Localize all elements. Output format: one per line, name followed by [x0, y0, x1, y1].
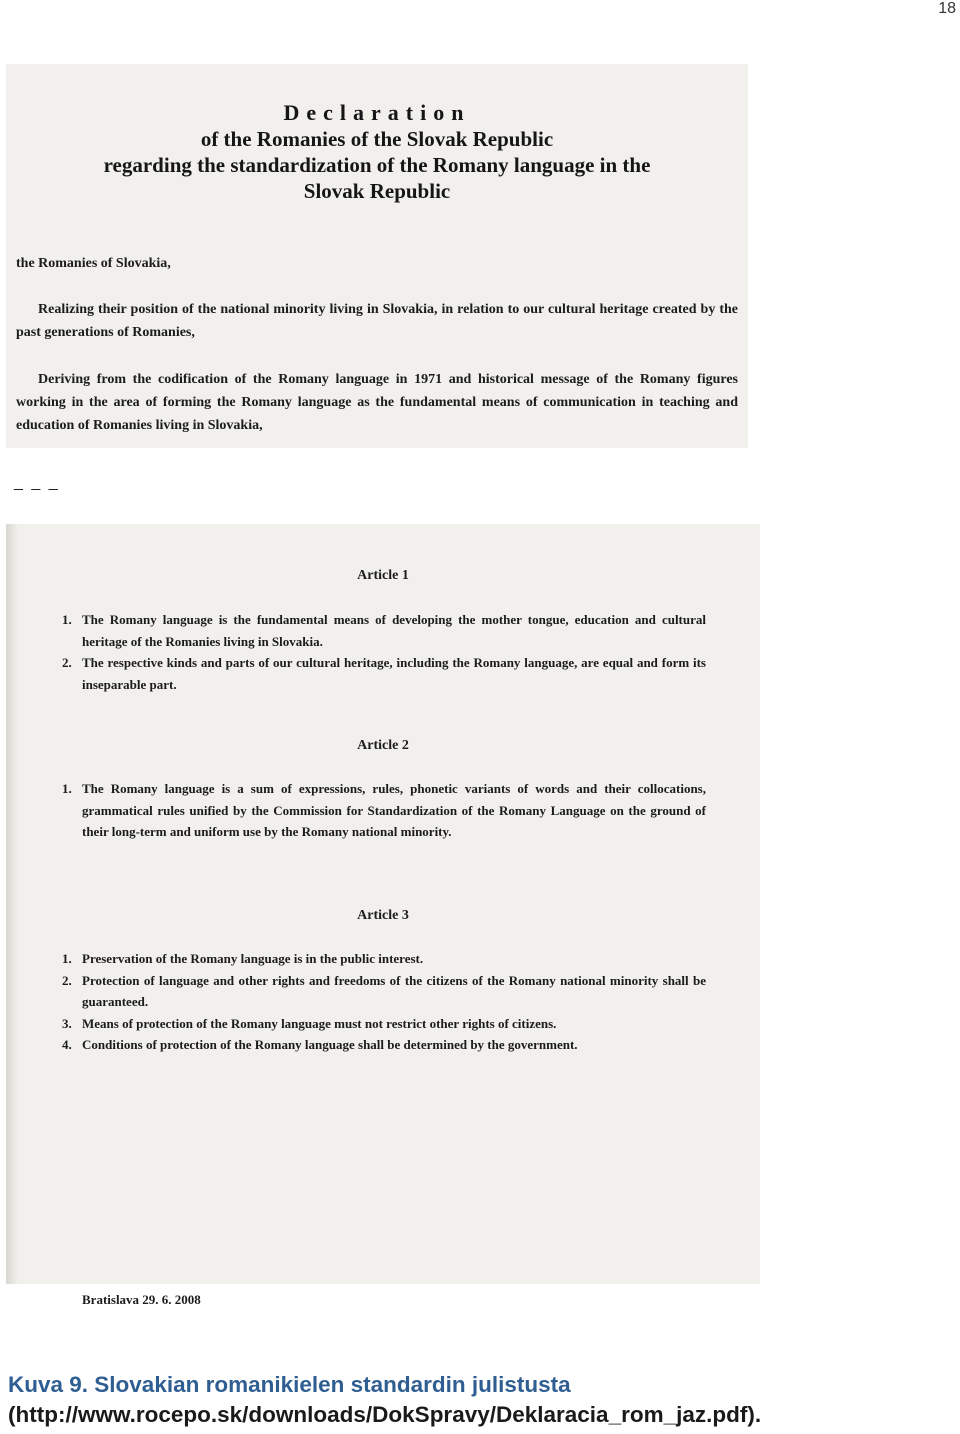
article-item-number: 4. [62, 1037, 72, 1052]
declaration-title [6, 100, 748, 204]
article-item-text: Conditions of protection of the Romany language shall be determined by the government. [82, 1037, 578, 1052]
article-item-number: 2. [62, 655, 72, 670]
article-item-text: The respective kinds and parts of our cultural heritage, including the Romany language, are equal and form its inseparable part. [82, 655, 706, 692]
article-item-text: The Romany language is the fundamental means of developing the mother tongue, education and cultural heritage of the Romanies living in Slovakia. [82, 612, 706, 649]
article-item [58, 778, 706, 843]
article-item [58, 970, 706, 1013]
declaration-title-line: Declaration [283, 100, 471, 125]
place-and-date: Bratislava 29. 6. 2008 [82, 1292, 201, 1307]
article-item-text: Means of protection of the Romany language must not restrict other rights of citizens. [82, 1015, 557, 1031]
article-list [58, 609, 706, 695]
article-list [58, 778, 706, 843]
article-item-number: 2. [62, 972, 72, 988]
article-item [58, 1013, 706, 1035]
declaration-title-line: Slovak Republic [303, 179, 451, 203]
article-item [58, 1034, 706, 1056]
article-item-text: Protection of language and other rights and freedoms of the citizens of the Romany national minority shall be guaranteed. [82, 972, 706, 1009]
article-item [58, 948, 706, 970]
scanned-declaration-articles [6, 524, 760, 1307]
preamble-paragraph: Deriving from the codification of the Romany language in 1971 and historical message of the Romany figures working in the area of forming the Romany language as the fundamental means of communication in teaching and education of Romanies living in Slovakia, [16, 372, 738, 433]
article-item-number: 1. [62, 781, 72, 796]
article-title: Article 2 [357, 738, 409, 753]
caption-source-url[interactable]: (http://www.rocepo.sk/downloads/DokSpravy/Deklaracia_rom_jaz.pdf). [8, 1402, 762, 1427]
article-item-number: 3. [62, 1015, 72, 1031]
declaration-title-line: of the Romanies of the Slovak Republic [200, 127, 554, 151]
declaration-intro: the Romanies of Slovakia, [16, 256, 171, 271]
article-item [58, 652, 706, 695]
declaration-title-line: regarding the standardization of the Romany language in the [103, 153, 651, 177]
article-title: Article 1 [357, 568, 409, 583]
preamble-paragraph: Realizing their position of the national minority living in Slovakia, in relation to our cultural heritage created by the past generations of Romanies, [16, 302, 738, 340]
page-number: 18 [938, 0, 956, 17]
caption-title: Kuva 9. Slovakian romanikielen standardin julistusta [8, 1372, 571, 1397]
article-item-text: The Romany language is a sum of expressions, rules, phonetic variants of words and their collocations, grammatical rules unified by the Commission for Standardization of the Romany Language on the ground of their long-term and uniform use by the Romany national minority. [82, 781, 706, 839]
article-title: Article 3 [357, 908, 409, 923]
figure-caption [8, 1370, 958, 1430]
separator: _ _ _ [14, 474, 60, 491]
article-item [58, 609, 706, 652]
article-list [58, 948, 706, 1056]
scan-edge-shadow [6, 524, 18, 1284]
article-item-text: Preservation of the Romany language is in the public interest. [82, 951, 424, 966]
scanned-declaration-preamble [6, 64, 748, 448]
article-item-number: 1. [62, 612, 72, 627]
article-item-number: 1. [62, 951, 72, 966]
